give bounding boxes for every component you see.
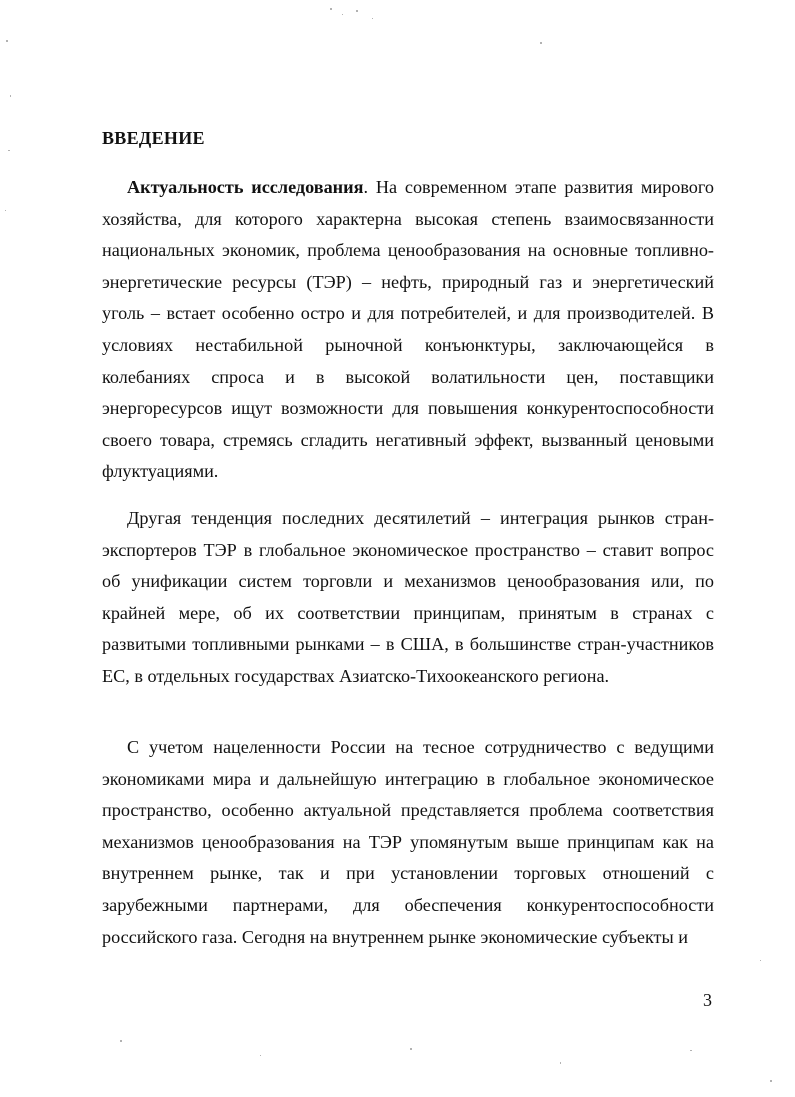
paragraph-relevance (102, 172, 714, 488)
section-heading: ВВЕДЕНИЕ (102, 128, 205, 148)
paragraph-russia-focus (102, 732, 714, 953)
paragraph-integration-trend (102, 503, 714, 693)
paragraph-text: Другая тенденция последних десятилетий – интеграция рынков стран-экспортеров ТЭР в глобальное экономическое пространство – ставит вопрос об унификации систем торговли и механизмов ценообразования или, по крайней мере, об их соответствии принципам, принятым в странах с развитыми топливными рынками – в США, в большинстве стран-участников ЕС, в отдельных государствах Азиатско-Тихоокеанского региона. (102, 508, 714, 686)
page-number: 3 (703, 990, 712, 1010)
paragraph-lead-bold: Актуальность исследования (127, 177, 364, 197)
paragraph-text: . На современном этапе развития мирового хозяйства, для которого характерна высокая степень взаимосвязанности национальных экономик, проблема ценообразования на основные топливно-энергетические ресурсы (ТЭР) – нефть, природный газ и энергетический уголь – встает особенно остро и для потребителей, и для производителей. В условиях нестабильной рыночной конъюнктуры, заключающейся в колебаниях спроса и в высокой волатильности цен, поставщики энергоресурсов ищут возможности для повышения конкурентоспособности своего товара, стремясь сгладить негативный эффект, вызванный ценовыми флуктуациями. (102, 177, 714, 482)
paragraph-text: С учетом нацеленности России на тесное сотрудничество с ведущими экономиками мира и дальнейшую интеграцию в глобальное экономическое пространство, особенно актуальной представляется проблема соответствия механизмов ценообразования на ТЭР упомянутым выше принципам как на внутреннем рынке, так и при установлении торговых отношений с зарубежными партнерами, для обеспечения конкурентоспособности российского газа. Сегодня на внутреннем рынке экономические субъекты и (102, 737, 714, 947)
